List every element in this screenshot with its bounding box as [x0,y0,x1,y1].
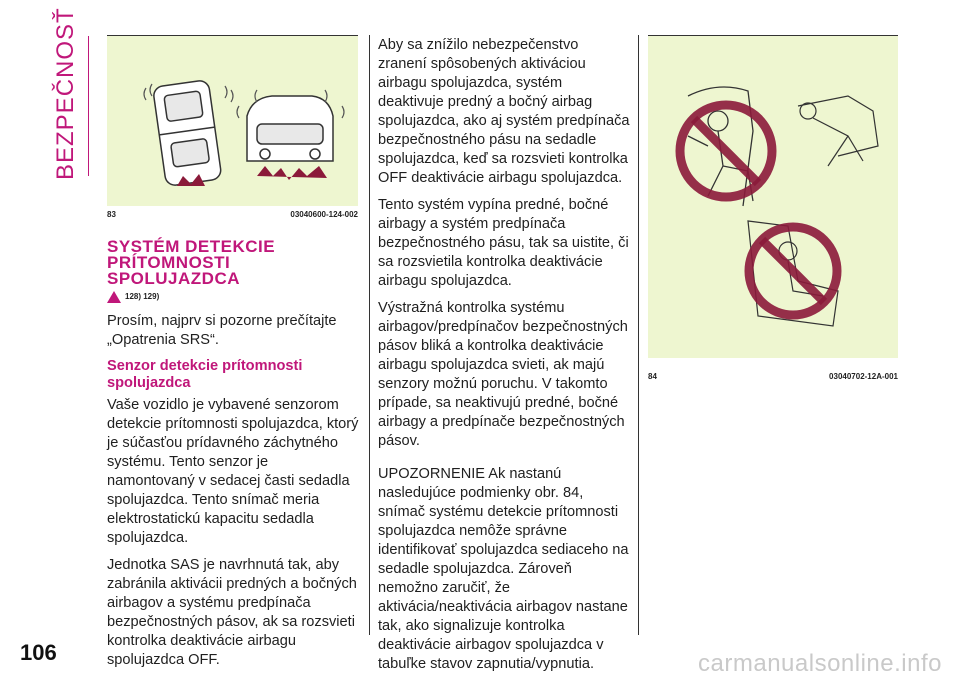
overturned-cars-illustration [107,36,358,206]
paragraph: Tento systém vypína predné, bočné airbagy a systém predpínača bezpečnostného pásu, tak sa uistite, či sa rozsvietila kontrolka deaktivácie airbagu spolujazdca. [378,197,629,289]
figure-83-caption [107,210,358,219]
column-divider [638,35,639,635]
column-1 [107,312,359,678]
section-rule [88,36,89,176]
column-divider [369,35,370,635]
warning-reference [107,291,159,303]
figure-code: 03040600-124-002 [290,210,358,219]
incorrect-seating-illustration [648,36,898,358]
page-number: 106 [20,640,57,665]
section-title: BEZPEČNOSŤ [52,7,79,180]
intro-paragraph: Prosím, najprv si pozorne prečítajte „Opatrenia SRS“. [107,313,337,348]
figure-number: 83 [107,210,116,219]
warning-refs: 128) 129) [125,292,160,302]
subheading: Senzor detekcie prítomnosti spolujazdca [107,358,303,391]
warning-icon [107,291,121,303]
figure-code: 03040702-12A-001 [829,372,898,381]
paragraph: Vaše vozidlo je vybavené senzorom detekcie prítomnosti spolujazdca, ktorý je súčasťou prídavného záchytného systému. Tento senzor je namontovaný v sedacej časti sedadla spolujazdca. Tento snímač meria elektrostatickú kapacitu sedadla spolujazdca. [107,397,359,546]
figure-84-caption [648,372,898,381]
figure-84 [648,36,898,358]
figure-83 [107,36,358,206]
watermark: carmanualsonline.info [698,650,942,677]
prohibited-icon [680,105,772,197]
paragraph: Aby sa znížilo nebezpečenstvo zranení spôsobených aktiváciou airbagu spolujazdca, systém deaktivuje predný a bočný airbag spolujazdca, ako aj systém predpínača bezpečnostného pásu na sedadle spolujazdca, keď sa rozsvieti kontrolka OFF deaktivácie airbagu spolujazdca. [378,37,630,186]
paragraph: Jednotka SAS je navrhnutá tak, aby zabránila aktivácii predných a bočných airbagov a systému predpínača bezpečnostných pásov, ak sa rozsvieti kontrolka deaktivácie airbagu spolujazdca OFF. [107,557,357,668]
reclined-passenger [798,96,878,166]
prohibited-icon [749,227,837,315]
paragraph: UPOZORNENIE Ak nastanú nasledujúce podmienky obr. 84, snímač systému detekcie prítomnosti spolujazdca nemôže správne identifikovať spolujazdca sediaceho na sedadle spolujazdca. Zároveň nemožno zaručiť, že aktivácia/neaktivácia airbagov nastane tak, ako signalizuje kontrolka deaktivácie airbagov spolujazdca v tabuľke stavov zapnutia/vypnutia. [378,466,629,672]
paragraph: Výstražná kontrolka systému airbagov/predpínačov bezpečnostných pásov bliká a kontrolka deaktivácie airbagu spolujazdca svieti, ak majú senzory možnú poruchu. V takomto prípade, sa neaktivujú predné, bočné airbagy a predpínače bezpečnostných pásov. [378,300,628,449]
figure-number: 84 [648,372,657,381]
column-2 [378,36,630,682]
section-heading: SYSTÉM DETEKCIE PRÍTOMNOSTI SPOLUJAZDCA [107,237,276,288]
